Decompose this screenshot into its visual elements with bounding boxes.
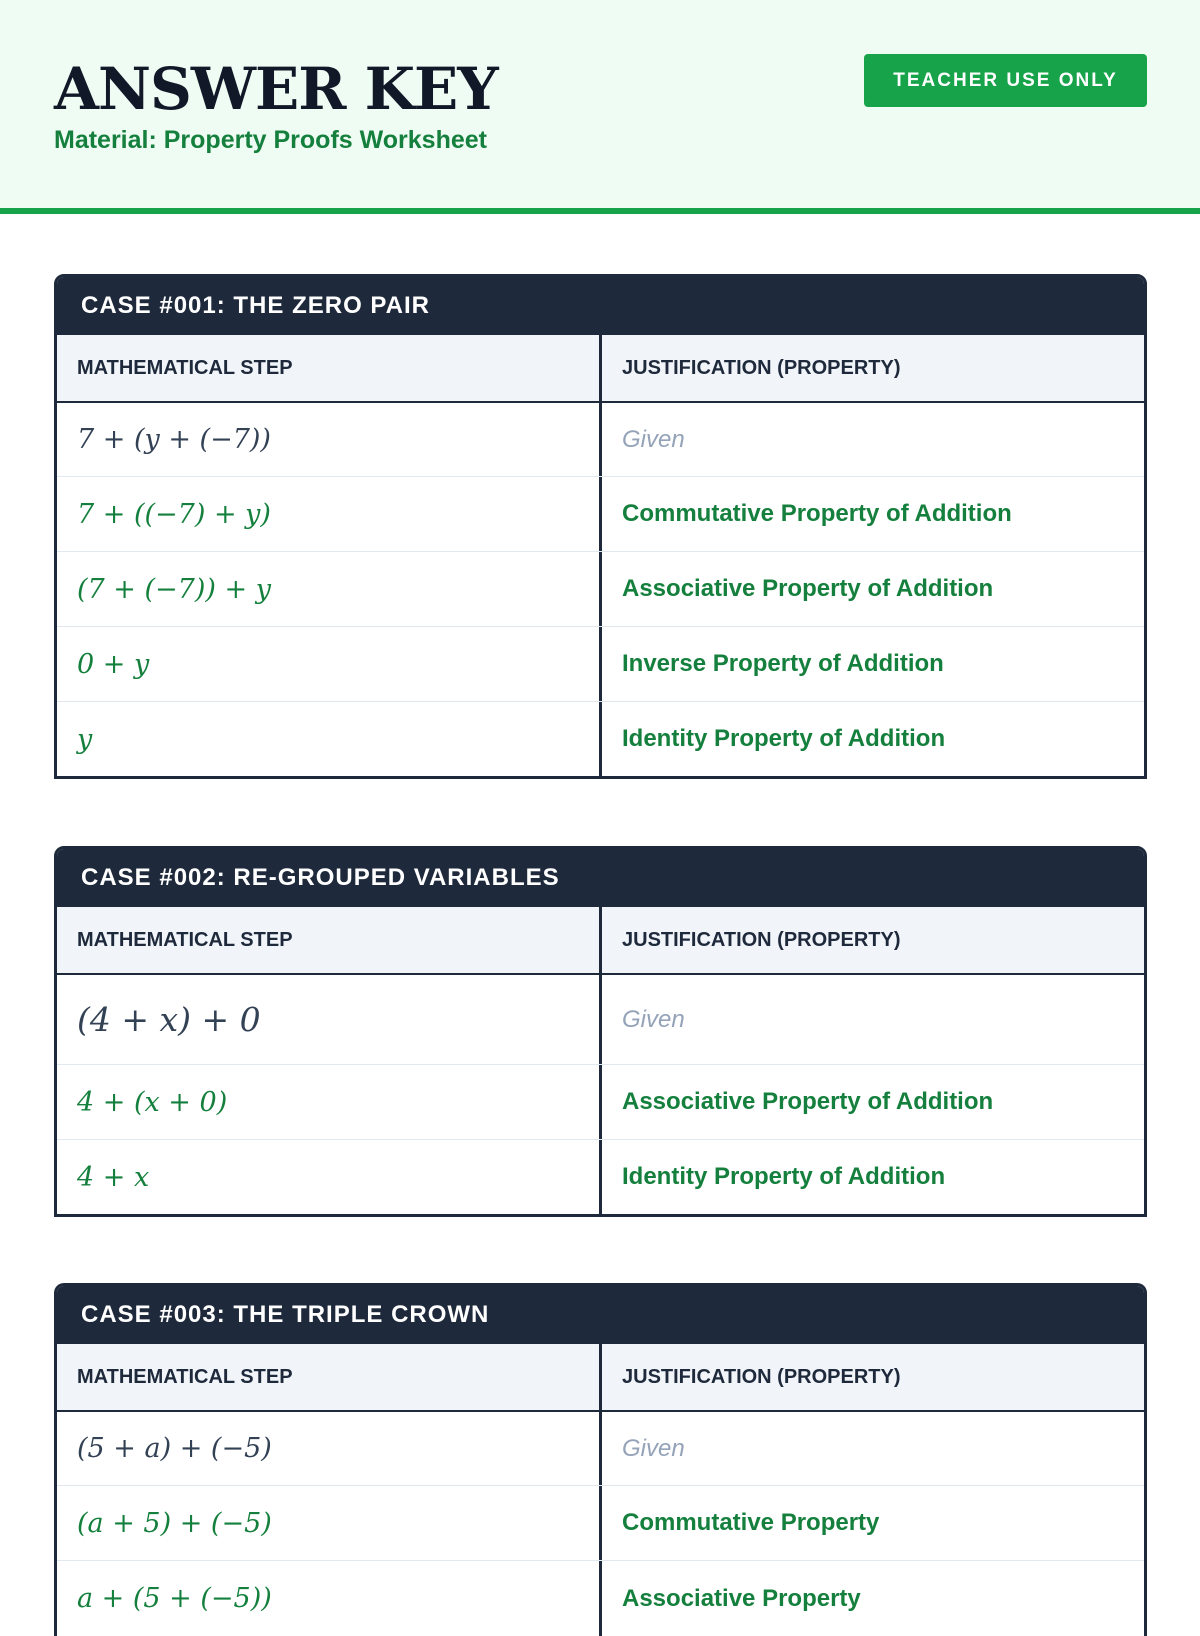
case-title: CASE #003: THE TRIPLE CROWN [57,1286,1144,1344]
table-row [57,702,1144,776]
justification: Commutative Property of Addition [622,500,1012,527]
column-header-step: MATHEMATICAL STEP [57,907,602,973]
table-row [57,552,1144,627]
math-step: (4 + x) + 0 [57,975,602,1064]
case-card [54,846,1147,1217]
justification: Given [622,425,685,453]
column-header-justification: JUSTIFICATION (PROPERTY) [622,928,901,951]
column-header-step: MATHEMATICAL STEP [57,335,602,401]
justification: Commutative Property [622,1509,880,1536]
case-title: CASE #001: THE ZERO PAIR [57,277,1144,335]
column-header-row [57,1344,1144,1412]
math-step: (5 + a) + (−5) [57,1412,602,1485]
justification: Identity Property of Addition [622,1163,946,1190]
table-row [57,477,1144,552]
case-card [54,1283,1147,1636]
column-header-justification: JUSTIFICATION (PROPERTY) [622,1365,901,1388]
math-step: 4 + (x + 0) [57,1065,602,1139]
table-row [57,1561,1144,1636]
math-step: a + (5 + (−5)) [57,1561,602,1636]
page-header [0,0,1200,214]
table-row [57,1140,1144,1214]
justification: Associative Property [622,1584,861,1612]
page-title: ANSWER KEY [54,55,498,123]
table-row [57,1412,1144,1486]
math-step: (a + 5) + (−5) [57,1486,602,1560]
table-row [57,1486,1144,1561]
teacher-use-badge: TEACHER USE ONLY [864,54,1147,107]
table-row [57,403,1144,477]
justification: Inverse Property of Addition [622,650,944,677]
justification: Associative Property of Addition [622,1088,994,1115]
material-subtitle: Material: Property Proofs Worksheet [54,126,487,154]
column-header-row [57,907,1144,975]
column-header-step: MATHEMATICAL STEP [57,1344,602,1410]
column-header-row [57,335,1144,403]
math-step: 7 + ((−7) + y) [57,477,602,551]
justification: Given [622,1434,685,1462]
table-row [57,1065,1144,1140]
column-header-justification: JUSTIFICATION (PROPERTY) [622,356,901,379]
math-step: 7 + (y + (−7)) [57,403,602,476]
math-step: (7 + (−7)) + y [57,552,602,626]
case-title: CASE #002: RE-GROUPED VARIABLES [57,849,1144,907]
math-step: 4 + x [57,1140,602,1214]
case-card [54,274,1147,779]
justification: Given [622,1005,685,1033]
math-step: y [57,702,602,776]
table-row [57,975,1144,1065]
math-step: 0 + y [57,627,602,701]
table-row [57,627,1144,702]
justification: Associative Property of Addition [622,575,994,602]
justification: Identity Property of Addition [622,725,946,752]
